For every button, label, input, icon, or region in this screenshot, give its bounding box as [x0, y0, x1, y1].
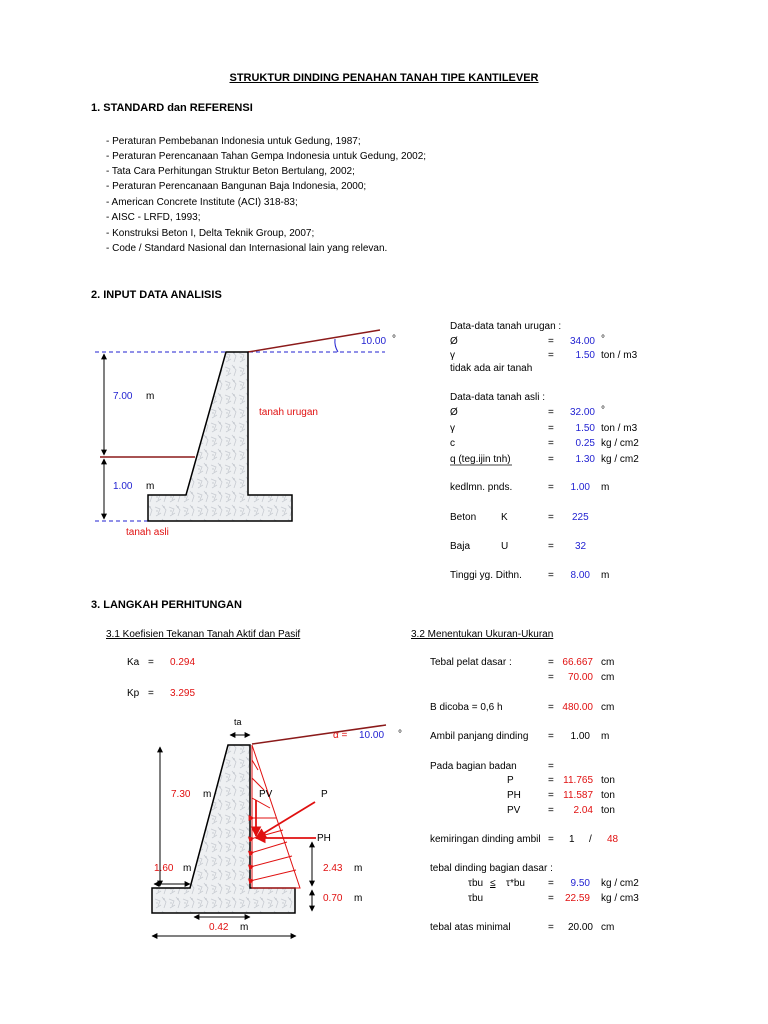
unit-m: m: [203, 789, 212, 800]
urugan-note: tidak ada air tanah: [450, 363, 533, 374]
badan-ph-symbol: PH: [507, 790, 521, 801]
reference-item: - Tata Cara Perhitungan Struktur Beton Bertulang, 2002;: [106, 166, 355, 177]
degree-symbol: °: [398, 729, 402, 740]
urugan-phi-value: 34.00: [569, 336, 595, 347]
equals-sign: =: [548, 350, 554, 361]
unit-m: m: [240, 922, 249, 933]
equals-sign: =: [548, 336, 554, 347]
tbu-symbol: τbu: [468, 878, 484, 889]
degree-symbol: °: [601, 405, 605, 416]
baja-value: 32: [575, 541, 587, 552]
equals-sign: =: [548, 672, 554, 683]
tbu2-symbol: τ*bu: [506, 878, 525, 889]
beton-symbol: K: [501, 512, 508, 523]
urugan-gamma-symbol: γ: [450, 350, 455, 361]
ka-label: Ka: [127, 657, 140, 668]
asli-q-label: q (teg.ijin tnh): [450, 454, 511, 465]
unit-m: m: [146, 481, 155, 492]
tbu-b-value: 22.59: [564, 893, 590, 904]
reference-item: - AISC - LRFD, 1993;: [106, 212, 201, 223]
badan-label: Pada bagian badan: [430, 761, 517, 772]
equals-sign: =: [548, 570, 554, 581]
equals-sign: =: [548, 790, 554, 801]
section-3-heading: 3. LANGKAH PERHITUNGAN: [91, 599, 242, 611]
pv-label: PV: [259, 789, 273, 800]
ambil-unit: m: [601, 731, 610, 742]
degree-symbol: °: [601, 334, 605, 345]
kemiringan-slash: /: [589, 834, 592, 845]
unit-m: m: [146, 391, 155, 402]
equals-sign: =: [548, 805, 554, 816]
asli-q-unit: kg / cm2: [601, 454, 639, 465]
b-dicoba-value: 480.00: [562, 702, 593, 713]
ambil-label: Ambil panjang dinding: [430, 731, 529, 742]
reference-item: - Konstruksi Beton I, Delta Teknik Group, 2007;: [106, 228, 315, 239]
urugan-gamma-unit: ton / m3: [601, 350, 638, 361]
kp-label: Kp: [127, 688, 140, 699]
badan-unit: ton: [601, 790, 615, 801]
tbu-b-unit: kg / cm3: [601, 893, 639, 904]
label-tanah-asli: tanah asli: [126, 527, 169, 538]
kp-value: 3.295: [170, 688, 196, 699]
equals-sign: =: [548, 761, 554, 772]
equals-sign: =: [148, 688, 154, 699]
equals-sign: =: [548, 893, 554, 904]
tebal-pelat-value-2: 70.00: [567, 672, 593, 683]
tbu-value: 9.50: [570, 878, 590, 889]
kemiringan-value-2: 48: [607, 834, 619, 845]
kedlmn-label: kedlmn. pnds.: [450, 482, 513, 493]
asli-q-value: 1.30: [575, 454, 595, 465]
h-total-value: 7.30: [171, 789, 191, 800]
equals-sign: =: [548, 702, 554, 713]
equals-sign: =: [548, 657, 554, 668]
urugan-gamma-value: 1.50: [575, 350, 595, 361]
badan-pv-value: 2.04: [573, 805, 593, 816]
tebal-pelat-unit: cm: [601, 657, 615, 668]
w-base-value: 1.60: [154, 863, 174, 874]
w-toe-value: 0.42: [209, 922, 229, 933]
beton-label: Beton: [450, 512, 477, 523]
beton-value: 225: [572, 512, 589, 523]
tbu-b-symbol: τbu: [468, 893, 484, 904]
tbu-unit: kg / cm2: [601, 878, 639, 889]
tebal-atas-unit: cm: [601, 922, 615, 933]
ambil-value: 1.00: [570, 731, 590, 742]
equals-sign: =: [548, 922, 554, 933]
asli-phi-symbol: Ø: [450, 407, 458, 418]
tebal-dasar-label: tebal dinding bagian dasar :: [430, 863, 553, 874]
b-dicoba-label: B dicoba = 0,6 h: [430, 702, 503, 713]
wall-diagram-input: [95, 330, 385, 521]
reference-item: - Peraturan Pembebanan Indonesia untuk Gedung, 1987;: [106, 136, 361, 147]
baja-symbol: U: [501, 541, 509, 552]
equals-sign: =: [548, 407, 554, 418]
badan-p-symbol: P: [507, 775, 514, 786]
tebal-pelat-label: Tebal pelat dasar :: [430, 657, 512, 668]
h-base-value: 0.70: [323, 893, 343, 904]
asli-c-value: 0.25: [575, 438, 595, 449]
section-1-heading: 1. STANDARD dan REFERENSI: [91, 102, 253, 114]
kemiringan-value-1: 1: [569, 834, 575, 845]
kedlmn-value: 1.00: [570, 482, 590, 493]
ph-label: PH: [317, 833, 331, 844]
wall-diagram-forces: [152, 725, 386, 936]
page-title: STRUKTUR DINDING PENAHAN TANAH TIPE KANTILEVER: [229, 72, 539, 84]
b-dicoba-unit: cm: [601, 702, 615, 713]
badan-p-value: 11.765: [563, 775, 593, 786]
tebal-atas-label: tebal atas minimal: [430, 922, 511, 933]
equals-sign: =: [548, 454, 554, 465]
degree-symbol: °: [392, 334, 396, 345]
tebal-pelat-unit: cm: [601, 672, 615, 683]
equals-sign: =: [548, 438, 554, 449]
badan-ph-value: 11.587: [563, 790, 593, 801]
height-upper-value: 7.00: [113, 391, 133, 402]
equals-sign: =: [548, 731, 554, 742]
tinggi-unit: m: [601, 570, 610, 581]
section-2-heading: 2. INPUT DATA ANALISIS: [91, 289, 222, 301]
equals-sign: =: [548, 878, 554, 889]
subsection-3-2-heading: 3.2 Menentukan Ukuran-Ukuran: [411, 629, 554, 640]
unit-m: m: [354, 863, 363, 874]
equals-sign: =: [148, 657, 154, 668]
ta-label: ta: [234, 717, 242, 727]
equals-sign: =: [548, 775, 554, 786]
h-ph-value: 2.43: [323, 863, 343, 874]
badan-pv-symbol: PV: [507, 805, 521, 816]
tebal-pelat-value-1: 66.667: [562, 657, 593, 668]
urugan-heading: Data-data tanah urugan :: [450, 321, 562, 332]
le-symbol: ≤: [490, 878, 496, 889]
urugan-phi-symbol: Ø: [450, 336, 458, 347]
kedlmn-unit: m: [601, 482, 610, 493]
unit-m: m: [183, 863, 192, 874]
unit-m: m: [354, 893, 363, 904]
badan-unit: ton: [601, 805, 615, 816]
subsection-3-1-heading: 3.1 Koefisien Tekanan Tanah Aktif dan Pasif: [106, 629, 301, 640]
badan-unit: ton: [601, 775, 615, 786]
reference-item: - American Concrete Institute (ACI) 318-83;: [106, 197, 298, 208]
reference-item: - Peraturan Perencanaan Tahan Gempa Indonesia untuk Gedung, 2002;: [106, 151, 427, 162]
asli-gamma-unit: ton / m3: [601, 423, 638, 434]
height-lower-value: 1.00: [113, 481, 133, 492]
equals-sign: =: [548, 512, 554, 523]
p-label: P: [321, 789, 328, 800]
asli-c-unit: kg / cm2: [601, 438, 639, 449]
tinggi-value: 8.00: [570, 570, 590, 581]
tinggi-label: Tinggi yg. Dithn.: [450, 570, 522, 581]
kemiringan-label: kemiringan dinding ambil: [430, 834, 541, 845]
baja-label: Baja: [450, 541, 471, 552]
ka-value: 0.294: [170, 657, 196, 668]
equals-sign: =: [548, 541, 554, 552]
tebal-atas-value: 20.00: [567, 922, 593, 933]
reference-item: - Peraturan Perencanaan Bangunan Baja Indonesia, 2000;: [106, 181, 367, 192]
slope-angle-value: 10.00: [361, 336, 387, 347]
label-tanah-urugan: tanah urugan: [259, 407, 318, 418]
asli-heading: Data-data tanah asli :: [450, 392, 546, 403]
alpha-label: α =: [333, 730, 348, 741]
asli-gamma-symbol: γ: [450, 423, 455, 434]
equals-sign: =: [548, 423, 554, 434]
alpha-value: 10.00: [359, 730, 385, 741]
asli-c-symbol: c: [450, 438, 455, 449]
asli-phi-value: 32.00: [569, 407, 595, 418]
asli-gamma-value: 1.50: [575, 423, 595, 434]
reference-item: - Code / Standard Nasional dan Internasional lain yang relevan.: [106, 243, 388, 254]
equals-sign: =: [548, 482, 554, 493]
equals-sign: =: [548, 834, 554, 845]
